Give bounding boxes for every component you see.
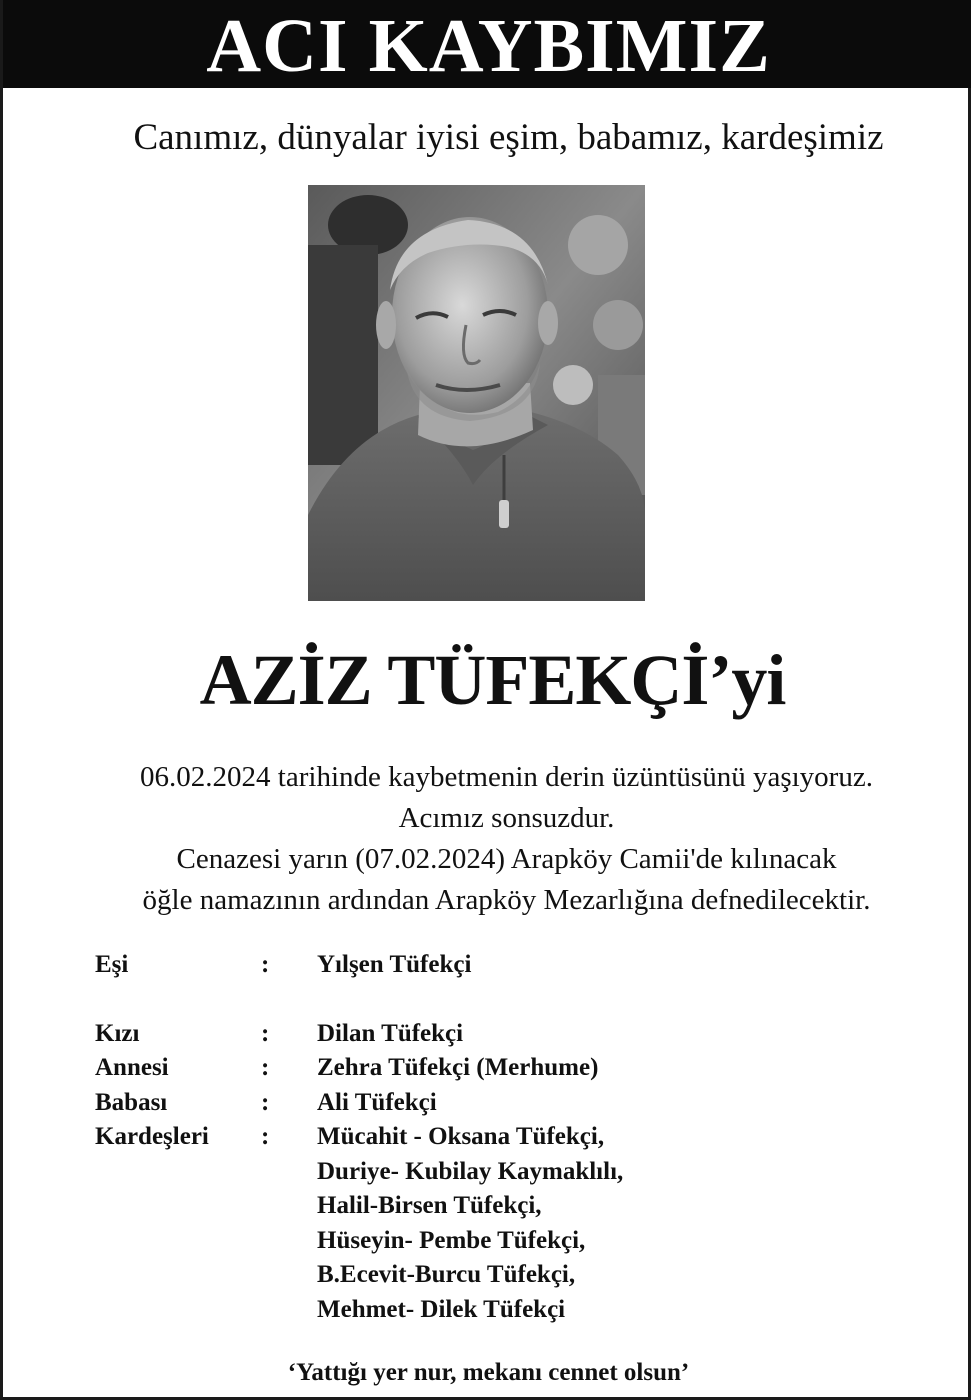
sibling-item: Mücahit - Oksana Tüfekçi,	[317, 1123, 605, 1150]
closing-prayer: ‘Yattığı yer nur, mekanı cennet olsun’	[287, 1359, 690, 1386]
sibling-item: Halil-Birsen Tüfekçi,	[317, 1192, 542, 1219]
family-row-siblings	[95, 1120, 935, 1323]
message-line: Acımız sonsuzdur.	[398, 802, 615, 834]
deceased-name: AZİZ TÜFEKÇİ’yi	[199, 640, 786, 720]
sibling-item: Mehmet- Dilek Tüfekçi	[317, 1295, 566, 1323]
sibling-item: Duriye- Kubilay Kaymaklılı,	[317, 1157, 624, 1185]
family-label: Kızı	[95, 1020, 140, 1047]
family-value: Ali Tüfekçi	[317, 1089, 437, 1116]
family-value: Dilan Tüfekçi	[317, 1020, 464, 1047]
message-line: 06.02.2024 tarihinde kaybetmenin derin üzüntüsünü yaşıyoruz.	[140, 761, 873, 793]
family-separator: :	[261, 1089, 270, 1116]
family-row-father	[95, 1086, 935, 1120]
family-value: Yılşen Tüfekçi	[317, 951, 472, 978]
family-separator: :	[261, 951, 270, 978]
message-line: öğle namazının ardından Arapköy Mezarlığına defnedilecektir.	[142, 884, 871, 916]
family-value: Zehra Tüfekçi (Merhume)	[317, 1054, 599, 1081]
portrait-photo	[308, 185, 645, 601]
family-row-mother	[95, 1051, 935, 1085]
family-row-spouse	[95, 948, 935, 982]
family-row-daughter	[95, 1017, 935, 1051]
family-label: Annesi	[95, 1054, 169, 1081]
portrait-photo-image	[308, 185, 645, 601]
family-label: Kardeşleri	[95, 1123, 209, 1150]
family-separator: :	[261, 1020, 270, 1047]
header-banner	[3, 0, 971, 88]
announcement-message	[3, 757, 971, 921]
family-separator: :	[261, 1054, 270, 1081]
siblings-list	[317, 1120, 623, 1327]
family-separator: :	[261, 1123, 270, 1150]
family-label: Eşi	[95, 951, 129, 978]
message-line: Cenazesi yarın (07.02.2024) Arapköy Camii'de kılınacak	[176, 843, 837, 875]
sibling-item: Hüseyin- Pembe Tüfekçi,	[317, 1226, 586, 1254]
family-label: Babası	[95, 1089, 168, 1116]
sibling-item: B.Ecevit-Burcu Tüfekçi,	[317, 1261, 576, 1288]
intro-text: Canımız, dünyalar iyisi eşim, babamız, kardeşimiz	[133, 117, 884, 158]
page-title: ACI KAYBIMIZ	[206, 4, 771, 88]
